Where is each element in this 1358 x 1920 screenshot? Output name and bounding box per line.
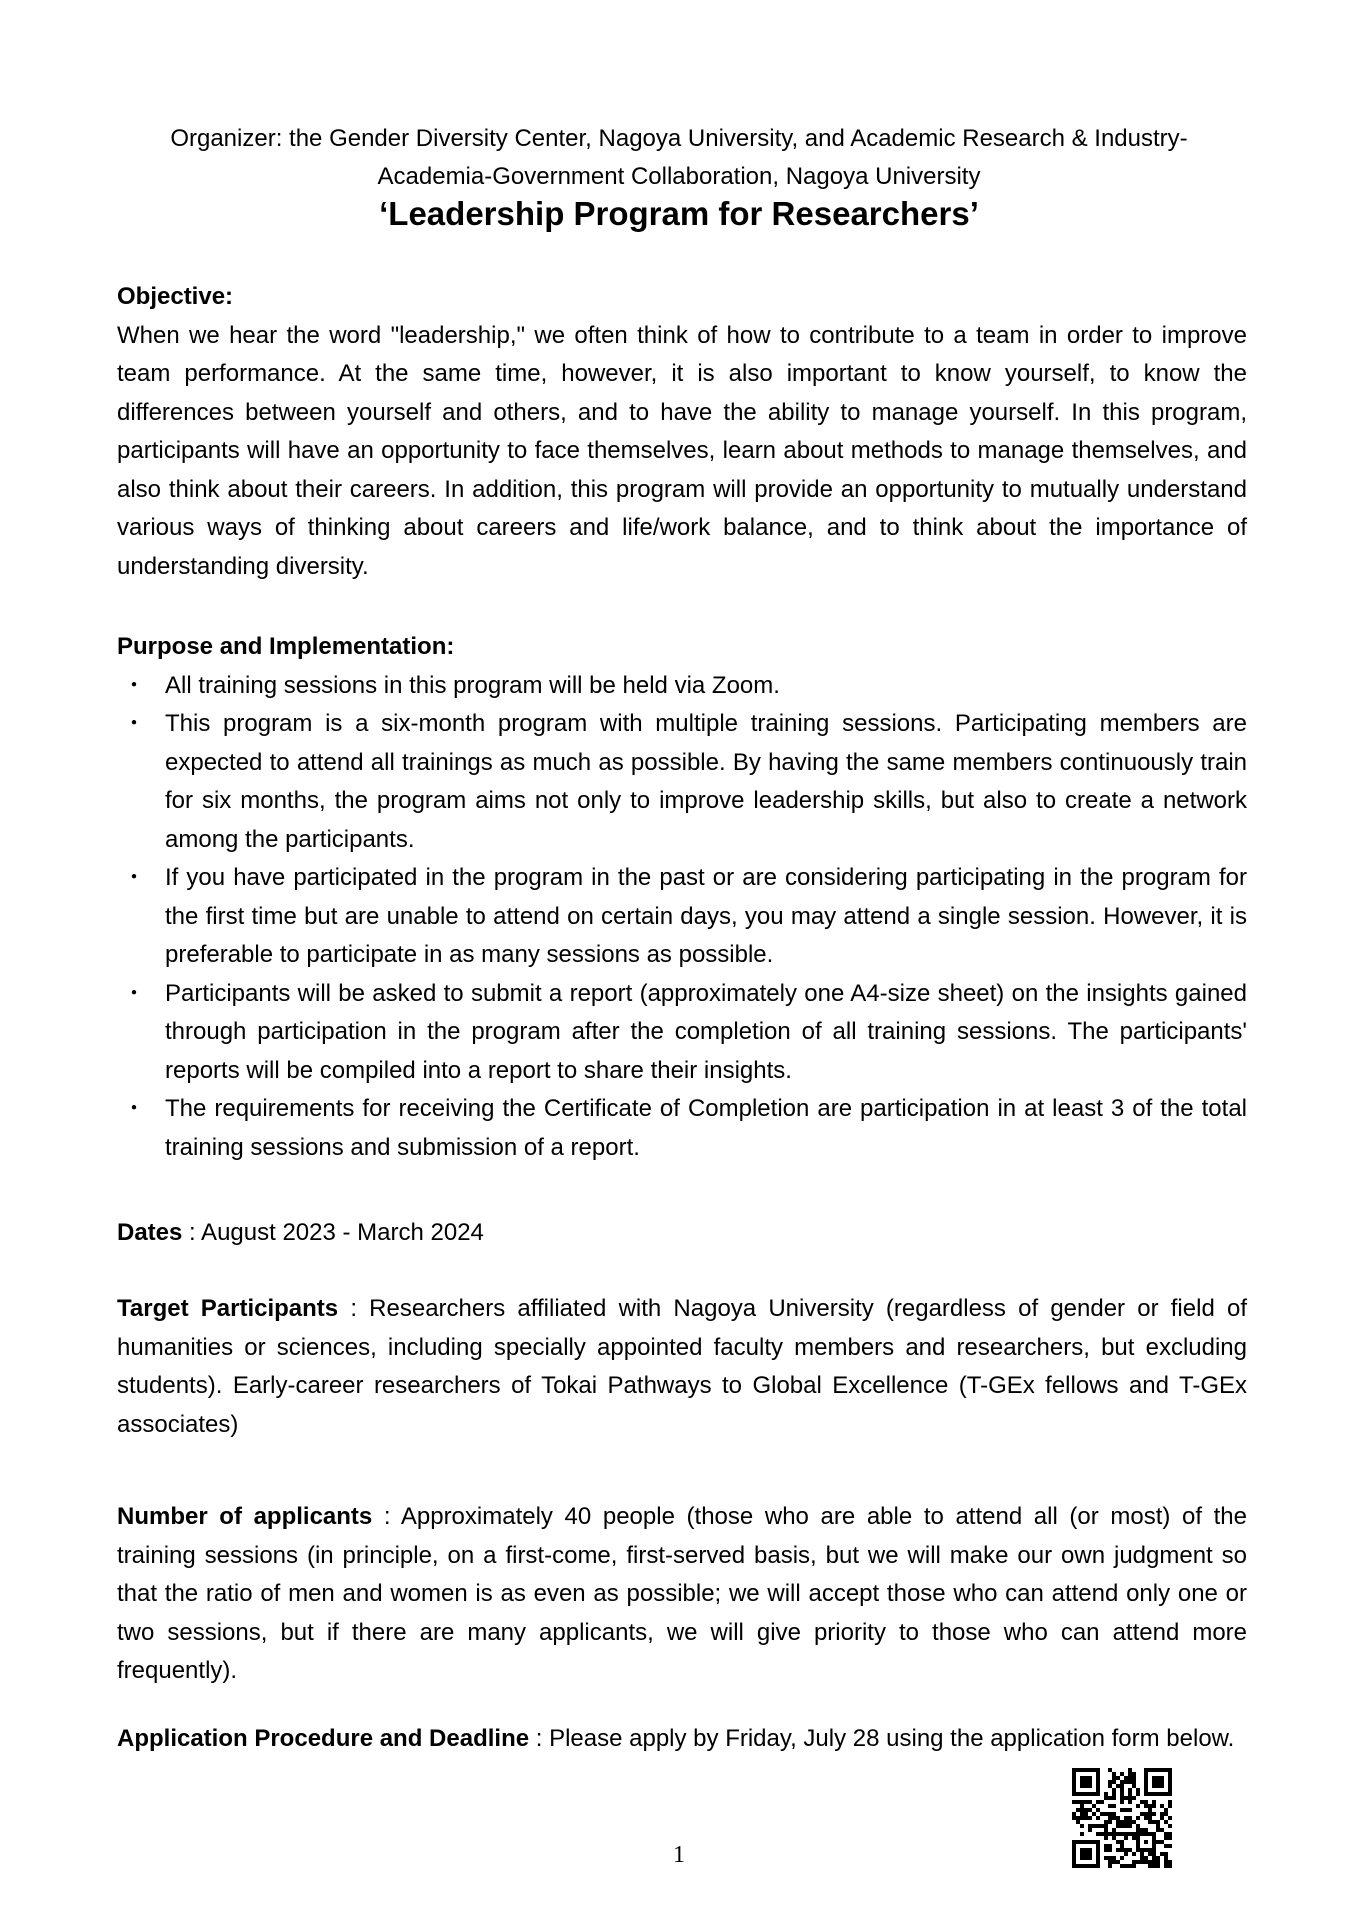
list-item-text: This program is a six-month program with multiple training sessions. Participating members are expected to attend all trainings as much as possible. By having the same members continuously train for six months, the program aims not only to improve leadership skills, but also to create a network among the participants. (165, 710, 1247, 853)
list-item (117, 975, 1247, 1091)
page-number: 1 (673, 1842, 685, 1868)
bullet-icon: ・ (122, 864, 146, 891)
application-label: Application Procedure and Deadline (117, 1725, 530, 1752)
purpose-section (117, 628, 1247, 1167)
target-participants-text: : Researchers affiliated with Nagoya University (regardless of gender or field of humanities or sciences, including specially appointed faculty members and researchers, but excluding students). Early-career researchers of Tokai Pathways to Global Excellence (T-GEx fellows and T-GEx associates) (117, 1295, 1247, 1438)
list-item (117, 859, 1247, 975)
list-item (117, 667, 1247, 706)
list-item (117, 1090, 1247, 1167)
list-item-text: All training sessions in this program will be held via Zoom. (165, 671, 780, 699)
number-of-applicants-text: : Approximately 40 people (those who are able to attend all (or most) of the training sessions (in principle, on a first-come, first-served basis, but we will make our own judgment so that the ratio of men and women is as even as possible; we will accept those who can attend only one or two sessions, but if there are many applicants, we will give priority to those who can attend more frequently). (117, 1503, 1247, 1684)
list-item (117, 705, 1247, 859)
target-participants-label: Target Participants (117, 1295, 339, 1322)
bullet-icon: ・ (122, 979, 146, 1007)
list-item-text: If you have participated in the program in the past or are considering participating in the program for the first time but are unable to attend on certain days, you may attend a single session. However, it is preferable to participate in as many sessions as possible. (165, 864, 1247, 968)
program-title: ‘Leadership Program for Researchers’ (379, 195, 979, 232)
organizer-line-1: Organizer: the Gender Diversity Center, Nagoya University, and Academic Research & Industry- (170, 125, 1188, 152)
bullet-icon: ・ (122, 671, 146, 699)
list-item-text: The requirements for receiving the Certificate of Completion are participation in at least 3 of the total training sessions and submission of a report. (165, 1095, 1247, 1161)
application-text: : Please apply by Friday, July 28 using the application form below. (529, 1725, 1235, 1752)
number-of-applicants-section (117, 1498, 1247, 1691)
objective-text: When we hear the word "leadership," we often think of how to contribute to a team in order to improve team performance. At the same time, however, it is also important to know yourself, to know the differences between yourself and others, and to have the ability to manage yourself. In this program, participants will have an opportunity to face themselves, learn about methods to manage themselves, and also think about their careers. In addition, this program will provide an opportunity to mutually understand various ways of thinking about careers and life/work balance, and to think about the importance of understanding diversity. (117, 321, 1247, 580)
purpose-heading: Purpose and Implementation: (117, 633, 455, 660)
bullet-icon: ・ (122, 1095, 146, 1122)
application-section (117, 1720, 1247, 1759)
objective-section (117, 278, 1247, 586)
dates-label: Dates (117, 1219, 183, 1246)
dates-section (117, 1214, 1247, 1253)
number-of-applicants-label: Number of applicants (117, 1503, 373, 1530)
list-item-text: Participants will be asked to submit a report (approximately one A4-size sheet) on the insights gained through participation in the program after the completion of all training sessions. The participants' reports will be compiled into a report to share their insights. (165, 979, 1247, 1084)
organizer-line-2: Academia-Government Collaboration, Nagoya University (377, 163, 981, 190)
dates-text: : August 2023 - March 2024 (182, 1219, 484, 1246)
purpose-list (117, 667, 1247, 1168)
target-participants-section (117, 1290, 1247, 1444)
bullet-icon: ・ (122, 710, 146, 737)
objective-heading: Objective: (117, 283, 234, 310)
